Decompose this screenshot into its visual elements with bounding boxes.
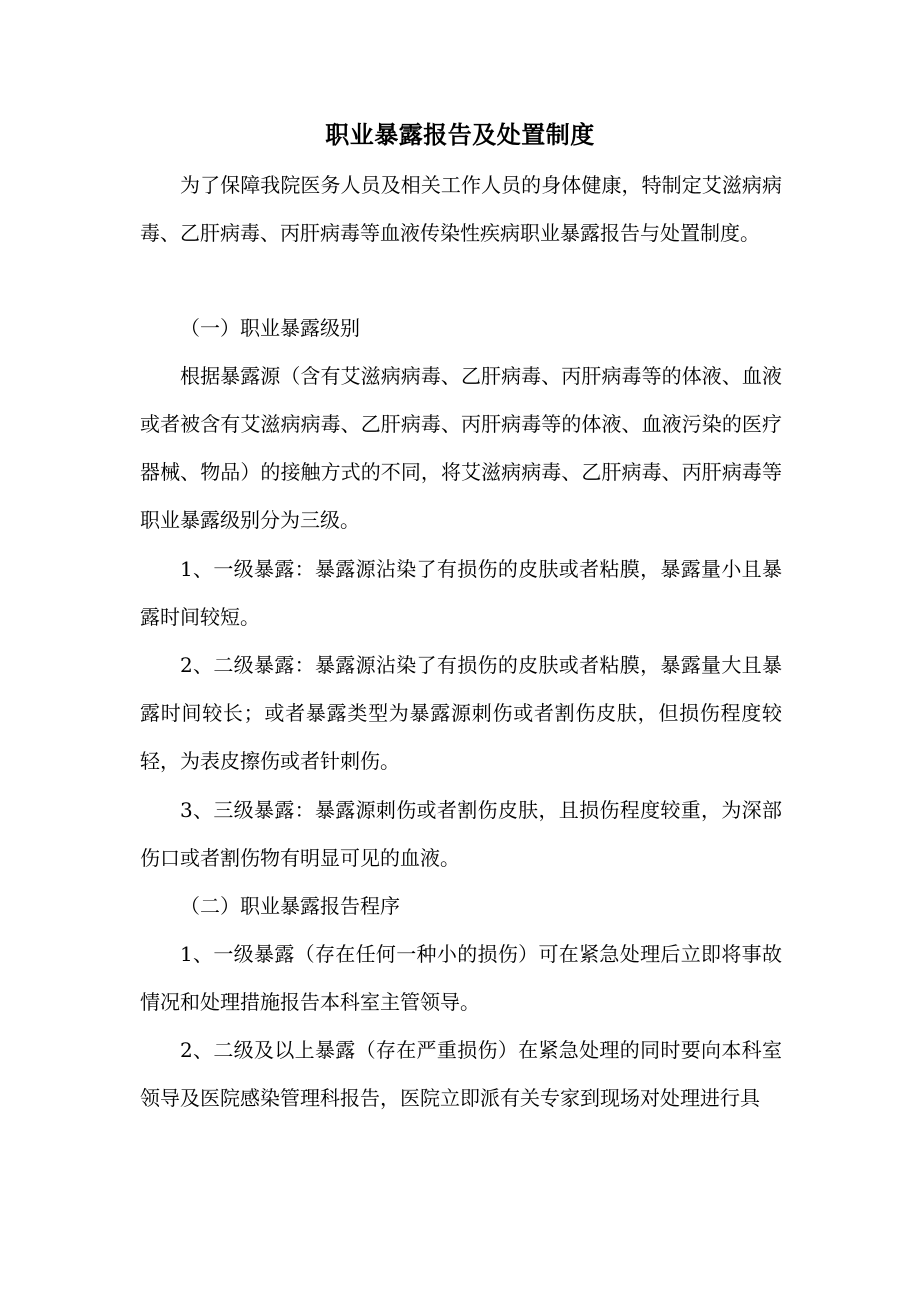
intro-paragraph: 为了保障我院医务人员及相关工作人员的身体健康，特制定艾滋病病毒、乙肝病毒、丙肝病毒等血液传染性疾病职业暴露报告与处置制度。 bbox=[140, 173, 782, 245]
report-step-two-paragraph: 2、二级及以上暴露（存在严重损伤）在紧急处理的同时要向本科室领导及医院感染管理科报告，医院立即派有关专家到现场对处理进行具 bbox=[140, 1038, 782, 1110]
exposure-levels-paragraph: 根据暴露源（含有艾滋病病毒、乙肝病毒、丙肝病毒等的体液、血液或者被含有艾滋病病毒、乙肝病毒、丙肝病毒等的体液、血液污染的医疗器械、物品）的接触方式的不同，将艾滋病病毒、乙肝病毒、丙肝病毒等职业暴露级别分为三级。 bbox=[140, 364, 782, 532]
report-step-one-paragraph: 1、一级暴露（存在任何一种小的损伤）可在紧急处理后立即将事故情况和处理措施报告本科室主管领导。 bbox=[140, 942, 782, 1014]
level-one-paragraph: 1、一级暴露：暴露源沾染了有损伤的皮肤或者粘膜，暴露量小且暴露时间较短。 bbox=[140, 557, 782, 629]
level-three-paragraph: 3、三级暴露：暴露源刺伤或者割伤皮肤，且损伤程度较重，为深部伤口或者割伤物有明显可见的血液。 bbox=[140, 798, 782, 870]
document-title: 职业暴露报告及处置制度 bbox=[325, 121, 595, 149]
level-two-paragraph: 2、二级暴露：暴露源沾染了有损伤的皮肤或者粘膜，暴露量大且暴露时间较长；或者暴露类型为暴露源刺伤或者割伤皮肤，但损伤程度较轻，为表皮擦伤或者针刺伤。 bbox=[140, 653, 782, 773]
section-heading-exposure-levels: （一）职业暴露级别 bbox=[180, 316, 360, 340]
section-heading-report-procedure: （二）职业暴露报告程序 bbox=[180, 894, 400, 918]
